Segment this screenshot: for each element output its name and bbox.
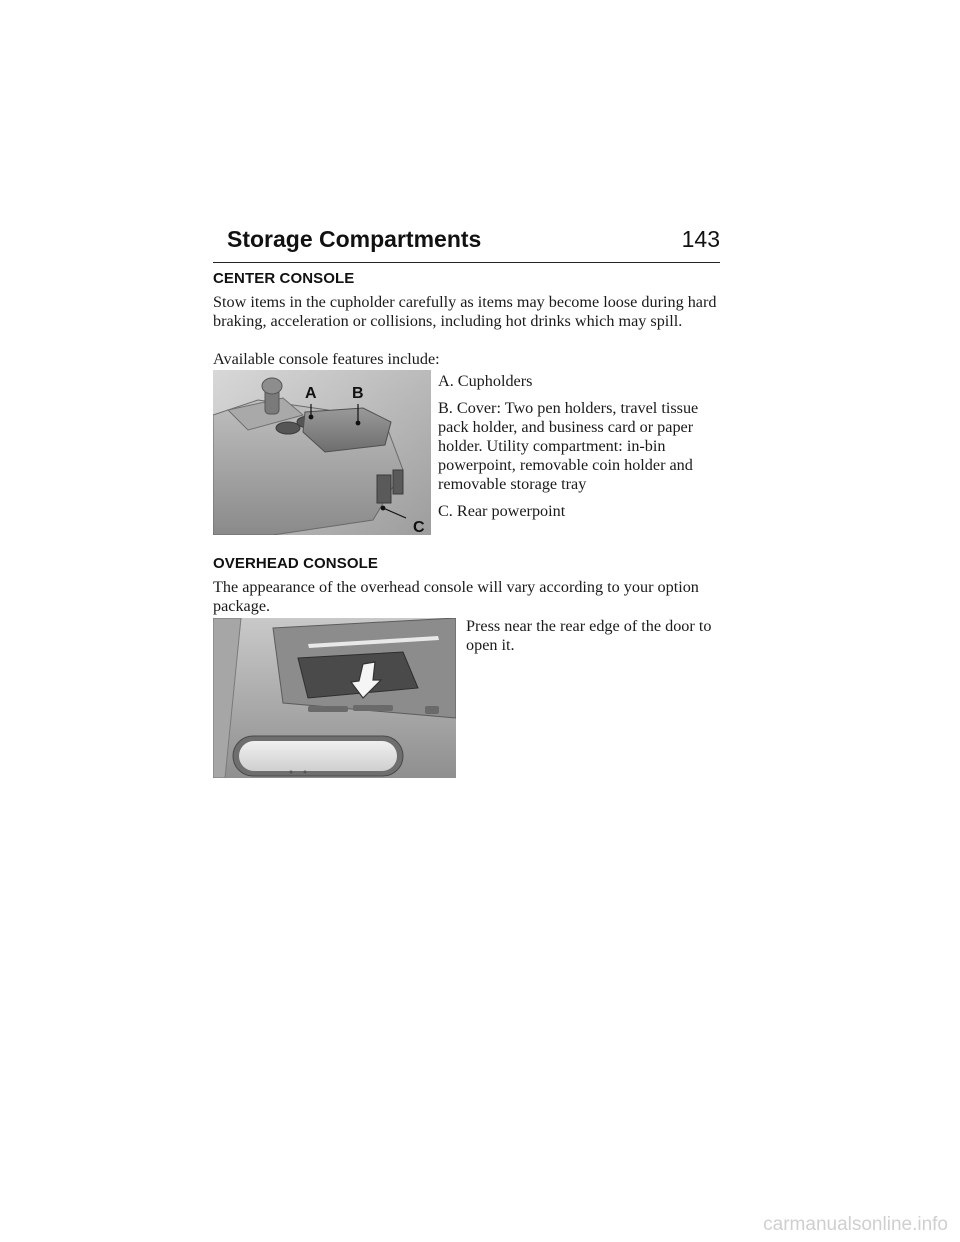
figure-label-a: A — [305, 385, 317, 402]
callout-c: C. Rear powerpoint — [438, 502, 566, 520]
section-title: Storage Compartments — [227, 226, 482, 252]
callout-b: B. Cover: Two pen holders, travel tissue pack holder, and business card or paper holder. Utility compartment: in-bin powerpoint, removable coin holder and removable storage tray — [438, 399, 699, 493]
console-callout-list — [438, 372, 728, 529]
page-header — [213, 224, 720, 263]
figure-label-c: C — [413, 519, 425, 535]
watermark: carmanualsonline.info — [763, 1214, 948, 1235]
overhead-console-drawing — [213, 618, 456, 778]
callout-a: A. Cupholders — [438, 372, 533, 390]
cupholder-warning-paragraph: Stow items in the cupholder carefully as items may become loose during hard braking, acceleration or collisions, including hot drinks which may spill. — [213, 293, 717, 330]
overhead-console-instruction: Press near the rear edge of the door to open it. — [466, 617, 712, 654]
center-console-drawing — [213, 370, 431, 535]
overhead-console-paragraph: The appearance of the overhead console will vary according to your option package. — [213, 578, 699, 615]
console-features-intro: Available console features include: — [213, 350, 440, 368]
figure-label-b: B — [352, 385, 364, 402]
center-console-illustration — [213, 370, 431, 535]
page-number: 143 — [681, 226, 720, 252]
center-console-heading: CENTER CONSOLE — [213, 270, 355, 287]
overhead-console-heading: OVERHEAD CONSOLE — [213, 555, 378, 572]
overhead-console-illustration — [213, 618, 456, 778]
